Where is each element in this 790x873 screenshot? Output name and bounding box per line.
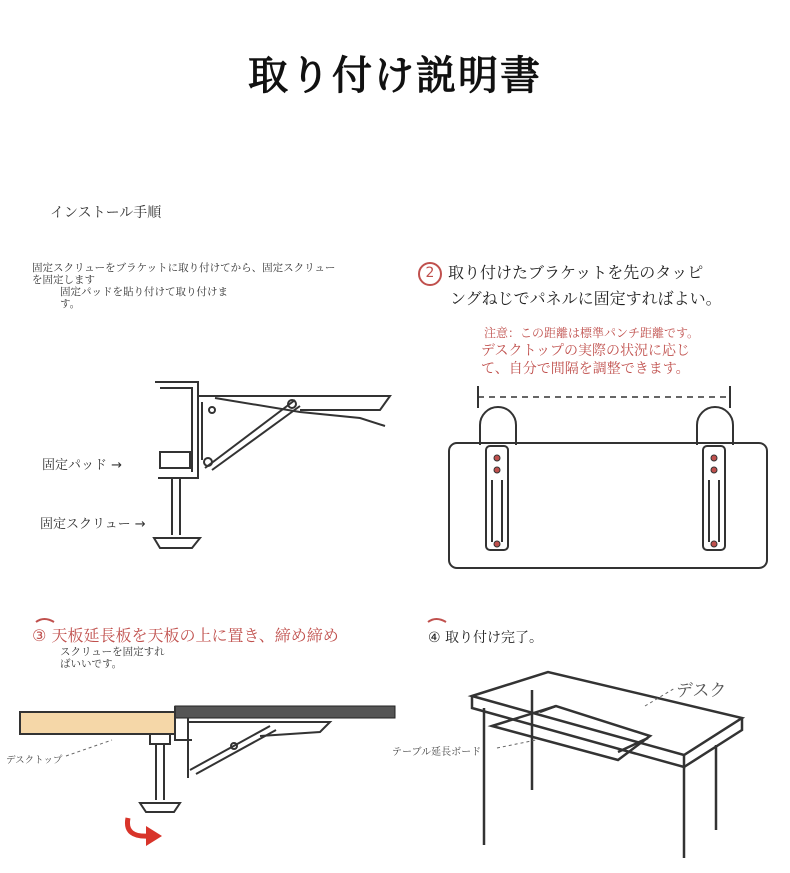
step2-note-1: 注意：この距離は標準パンチ距離です。 (484, 326, 700, 340)
step4-number: ④ (428, 630, 441, 646)
step2-number: 2 (418, 262, 442, 286)
page-title: 取り付け説明書 (248, 53, 542, 99)
step2-line1: 取り付けたブラケットを先のタッピ (448, 263, 704, 282)
step2-line2: ングねじでパネルに固定すればよい。 (450, 289, 722, 308)
label-fixing-screw: 固定スクリュー → (40, 517, 146, 532)
label-desk: デスク (676, 681, 727, 701)
step3-sub-2: ばいいです。 (60, 658, 123, 670)
step2-note-3: て、自分で間隔を調整できます。 (481, 361, 690, 377)
step3-line: 天板延長板を天板の上に置き、締め締め (51, 626, 339, 645)
label-fixing-pad: 固定パッド → (42, 458, 123, 473)
step1-line3: 固定パッドを貼り付けて取り付けま (60, 286, 228, 298)
step4-line: 取り付け完了。 (445, 630, 544, 646)
step1-line4: す。 (60, 298, 81, 310)
label-extension-board: テーブル延長ボード (392, 747, 482, 758)
step3-number: ③ (32, 626, 47, 645)
label-desktop: デスクトップ (6, 755, 63, 766)
step3-sub-1: スクリューを固定すれ (60, 646, 165, 658)
step1-line2: を固定します (32, 274, 95, 286)
step1-line1: 固定スクリューをブラケットに取り付けてから、固定スクリュー (32, 262, 336, 274)
step2-note-2: デスクトップの実際の状況に応じ (481, 343, 691, 359)
section-heading: インストール手順 (50, 205, 162, 221)
